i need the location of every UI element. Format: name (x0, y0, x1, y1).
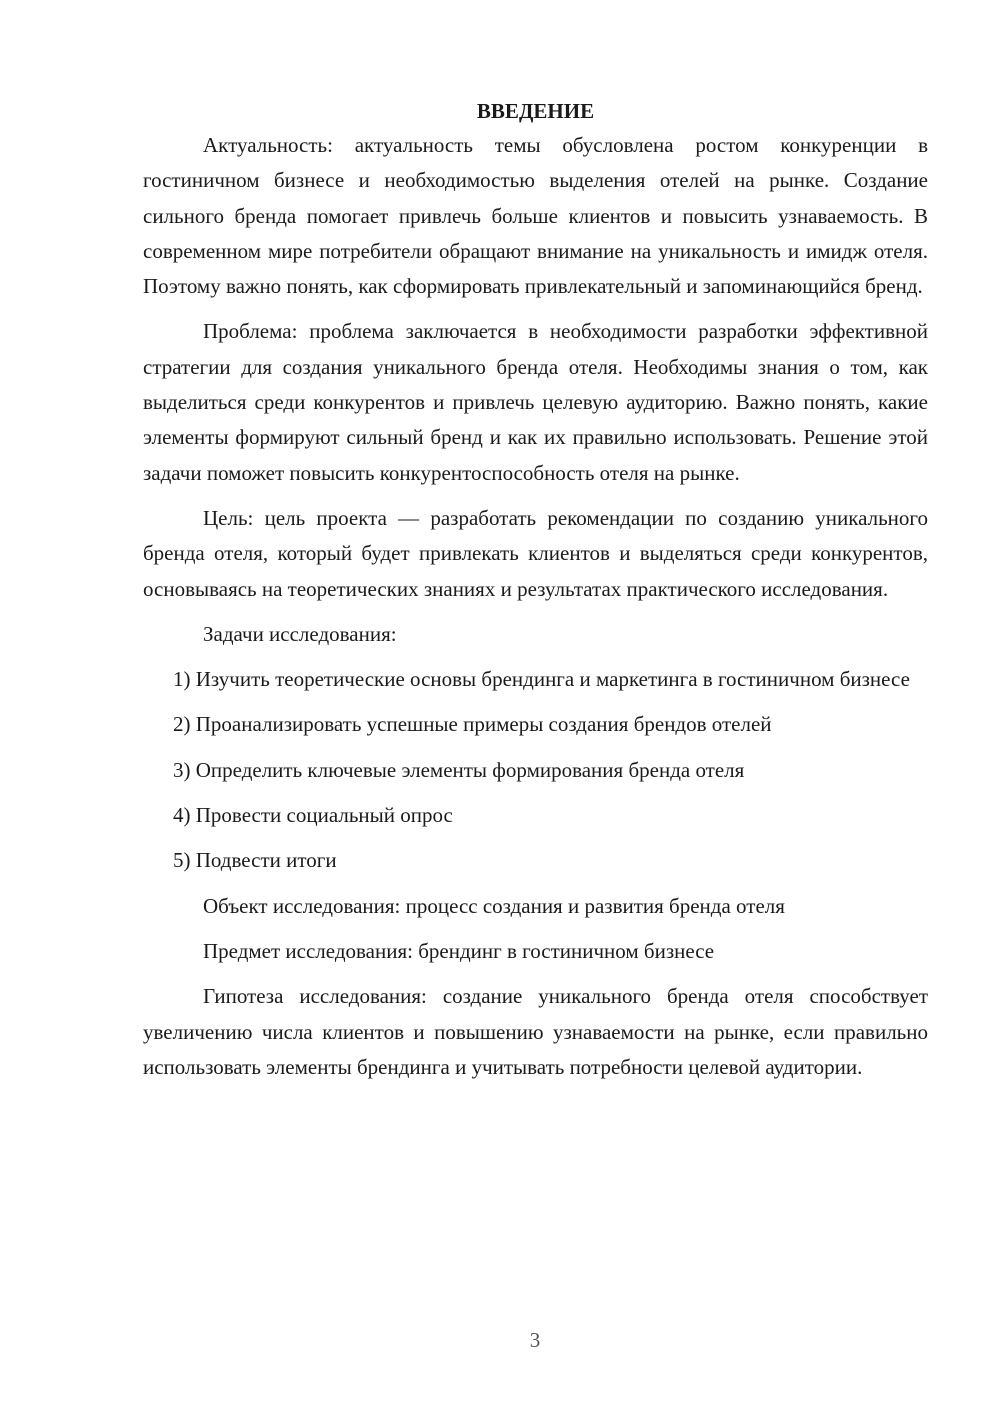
list-item: 2) Проанализировать успешные примеры создания брендов отелей (173, 712, 772, 737)
goal-paragraph: Цель: цель проекта — разработать рекомендации по созданию уникального бренда отеля, который будет привлекать клиентов и выделяться среди конкурентов, основываясь на теоретических знаниях и результатах практического исследования. (143, 505, 928, 601)
hypothesis-paragraph: Гипотеза исследования: создание уникального бренда отеля способствует увеличению числа клиентов и повышению узнаваемости на рынке, если правильно использовать элементы брендинга и учитывать потребности целевой аудитории. (143, 984, 928, 1079)
list-item: 1) Изучить теоретические основы брендинга и маркетинга в гостиничном бизнесе (173, 667, 910, 692)
relevance-paragraph: Актуальность: актуальность темы обусловлена ростом конкуренции в гостиничном бизнесе и необходимостью выделения отелей на рынке. Создание сильного бренда помогает привлечь больше клиентов и повысить узнаваемость. В современном мире потребители обращают внимание на уникальность и имидж отеля. Поэтому важно понять, как сформировать привлекательный и запоминающийся бренд. (143, 133, 928, 299)
list-item: 3) Определить ключевые элементы формирования бренда отеля (173, 757, 745, 782)
subject-paragraph: Предмет исследования: брендинг в гостиничном бизнесе (203, 938, 715, 963)
page-number: 3 (529, 1328, 541, 1352)
tasks-list (143, 662, 928, 878)
problem-paragraph: Проблема: проблема заключается в необходимости разработки эффективной стратегии для создания уникального бренда отеля. Необходимы знания о том, как выделиться среди конкурентов и привлечь целевую аудиторию. Важно понять, какие элементы формируют сильный бренд и как их правильно использовать. Решение этой задачи поможет повысить конкурентоспособность отеля на рынке. (143, 319, 928, 485)
page-title: ВВЕДЕНИЕ (476, 99, 595, 123)
document-page (143, 96, 928, 1095)
object-paragraph: Объект исследования: процесс создания и развития бренда отеля (203, 893, 785, 918)
list-item: 4) Провести социальный опрос (173, 803, 453, 828)
list-item: 5) Подвести итоги (173, 848, 337, 873)
tasks-heading: Задачи исследования: (203, 621, 397, 646)
